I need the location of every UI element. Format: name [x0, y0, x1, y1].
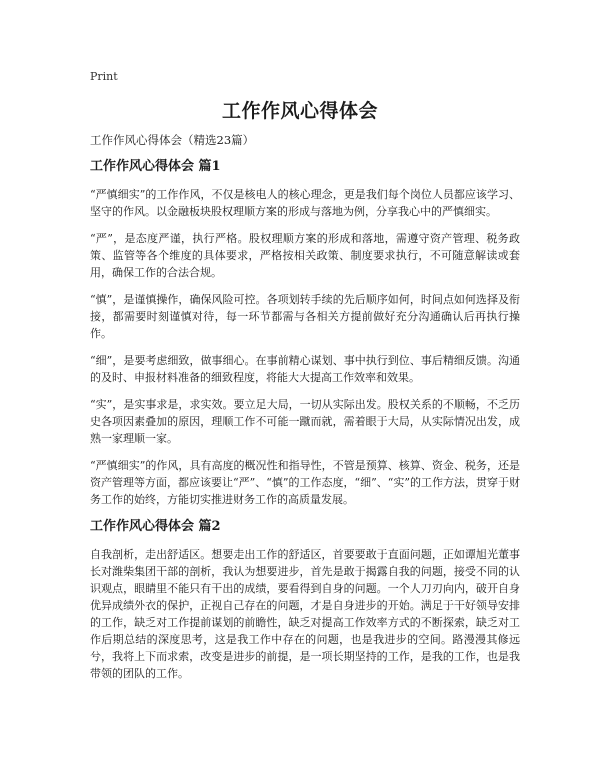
section-1: [90, 158, 520, 508]
section-heading: 工作作风心得体会 篇2: [90, 519, 221, 534]
paragraph: “慎”，是谨慎操作，确保风险可控。各项划转手续的先后顺序如何，时间点如何选择及衔接，都需要时刻谨慎对待，每一环节都需与各相关方提前做好充分沟通确认后再执行操作。: [90, 293, 520, 340]
paragraph: “严”，是态度严谨，执行严格。股权理顺方案的形成和落地，需遵守资产管理、税务政策、监管等各个维度的具体要求，严格按相关政策、制度要求执行，不可随意解读或套用，确保工作的合法合规。: [90, 232, 520, 279]
paragraph: 自我剖析，走出舒适区。想要走出工作的舒适区，首要要敢于直面问题，正如谭旭光董事长对潍柴集团干部的剖析，我认为想要进步，首先是敢于揭露自我的问题，接受不同的认识观点，眼睛里不能只有干出的成绩，要看得到自身的问题。一个人刀刃向内，破开自身优异成绩外衣的保护，正视自己存在的问题，才是自身进步的开始。满足于干好领导安排的工作，缺乏对工作提前谋划的前瞻性，缺乏对提高工作效率方式的不断探索，缺乏对工作后期总结的深度思考，这是我工作中存在的问题，也是我进步的空间。路漫漫其修远兮，我将上下而求索，改变是进步的前提，是一项长期坚持的工作，是我的工作，也是我带领的团队的工作。: [90, 548, 520, 680]
document-subtitle: 工作作风心得体会（精选23篇）: [90, 133, 255, 147]
paragraph: “细”，是要考虑细致，做事细心。在事前精心谋划、事中执行到位、事后精细反馈。沟通的及时、申报材料准备的细致程度，将能大大提高工作效率和效果。: [90, 354, 520, 384]
print-label[interactable]: Print: [90, 70, 118, 83]
page-title: 工作作风心得体会: [221, 100, 378, 122]
section-2: [90, 518, 520, 682]
paragraph: “实”，是实事求是，求实效。要立足大局，一切从实际出发。股权关系的不顺畅，不乏历史各项因素叠加的原因，理顺工作不可能一蹴而就，需着眼于大局，从实际情况出发，成熟一家理顺一家。: [90, 398, 520, 445]
section-heading: 工作作风心得体会 篇1: [90, 159, 221, 174]
paragraph: “严慎细实”的作风，具有高度的概况性和指导性，不管是预算、核算、资金、税务，还是资产管理等方面，都应该要让“严”、“慎”的工作态度，“细”、“实”的工作方法，贯穿于财务工作的始终，方能切实推进财务工作的高质量发展。: [90, 459, 520, 506]
document-body: [90, 158, 520, 692]
paragraph: “严慎细实”的工作作风，不仅是核电人的核心理念，更是我们每个岗位人员都应该学习、坚守的作风。以金融板块股权理顺方案的形成与落地为例，分享我心中的严慎细实。: [90, 188, 520, 218]
